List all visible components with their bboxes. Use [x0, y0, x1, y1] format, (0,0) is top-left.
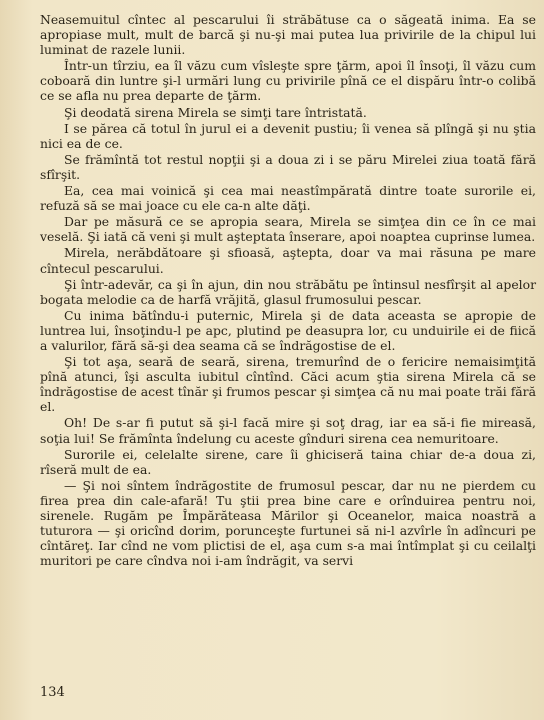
body-text	[40, 12, 536, 568]
paragraph: Şi tot aşa, seară de seară, sirena, tremurînd de o fericire nemaisimţită pînă atunci, îşi asculta iubitul cîntînd. Căci acum ştia sirena Mirela că se îndrăgostise de acest tînăr şi frumos pescar şi simţea că nu mai poate trăi fără el.	[40, 354, 536, 415]
paragraph: Dar pe măsură ce se apropia seara, Mirela se simţea din ce în ce mai veselă. Şi iată că veni şi mult aşteptata înserare, apoi noaptea cuprinse lumea.	[40, 214, 536, 245]
paragraph: Oh! De s-ar fi putut să şi-l facă mire şi soţ drag, iar ea să-i fie mireasă, soţia lui! Se frămînta îndelung cu aceste gînduri sirena cea nemuritoare.	[40, 415, 536, 446]
paragraph: Şi deodată sirena Mirela se simţi tare întristată.	[64, 104, 367, 120]
paragraph: Se frămîntă tot restul nopţii şi a doua zi i se păru Mirelei ziua toată fără sfîrşit.	[40, 151, 536, 182]
paragraph: Surorile ei, celelalte sirene, care îi ghiciseră taina chiar de-a doua zi, rîseră mult de ea.	[40, 446, 536, 477]
paragraph: Într-un tîrziu, ea îl văzu cum vîsleşte spre ţărm, apoi îl însoţi, îl văzu cum coboară din luntre şi-l urmări lung cu privirile pînă ce el dispăru într-o colibă ce se afla nu prea departe de ţărm.	[40, 58, 536, 104]
paragraph: Mirela, nerăbdătoare şi sfioasă, aştepta, doar va mai răsuna pe mare cîntecul pescarului.	[40, 245, 536, 276]
page-number: 134	[40, 685, 65, 700]
paragraph: Neasemuitul cîntec al pescarului îi străbătuse ca o săgeată inima. Ea se apropiase mult, mult de barcă şi nu-şi mai putea lua privirile de la chipul lui luminat de razele lunii.	[40, 12, 536, 58]
paragraph: Cu inima bătîndu-i puternic, Mirela şi de data aceasta se apropie de luntrea lui, însoţindu-l pe apc, plutind pe deasupra lor, cu unduirile ei de fiică a valurilor, fără să-şi dea seama că se îndrăgostise de el.	[40, 307, 536, 353]
paragraph: I se părea că totul în jurul ei a devenit pustiu; îi venea să plîngă şi nu ştia nici ea de ce.	[40, 120, 536, 151]
paragraph: Şi într-adevăr, ca şi în ajun, din nou străbătu pe întinsul nesfîrşit al apelor bogata melodie ca de harfă vrăjită, glasul frumosului pescar.	[40, 276, 536, 307]
paragraph: Ea, cea mai voinică şi cea mai neastîmpărată dintre toate surorile ei, refuză să se mai joace cu ele ca-n alte dăţi.	[40, 183, 536, 214]
paragraph: — Şi noi sîntem îndrăgostite de frumosul pescar, dar nu ne pierdem cu firea prea din cale-afară! Tu ştii prea bine care e orînduirea pentru noi, sirenele. Rugăm pe Împărăteasa Mărilor şi Oceanelor, maica noastră a tuturora — şi oricînd dorim, porunceşte furtunei să ni-l azvîrle în adîncuri pe cîntăreţ. Iar cînd ne vom plictisi de el, aşa cum s-a mai întîmplat şi cu ceilalţi muritori pe care cîndva noi i-am îndrăgit, va servi	[40, 477, 536, 569]
